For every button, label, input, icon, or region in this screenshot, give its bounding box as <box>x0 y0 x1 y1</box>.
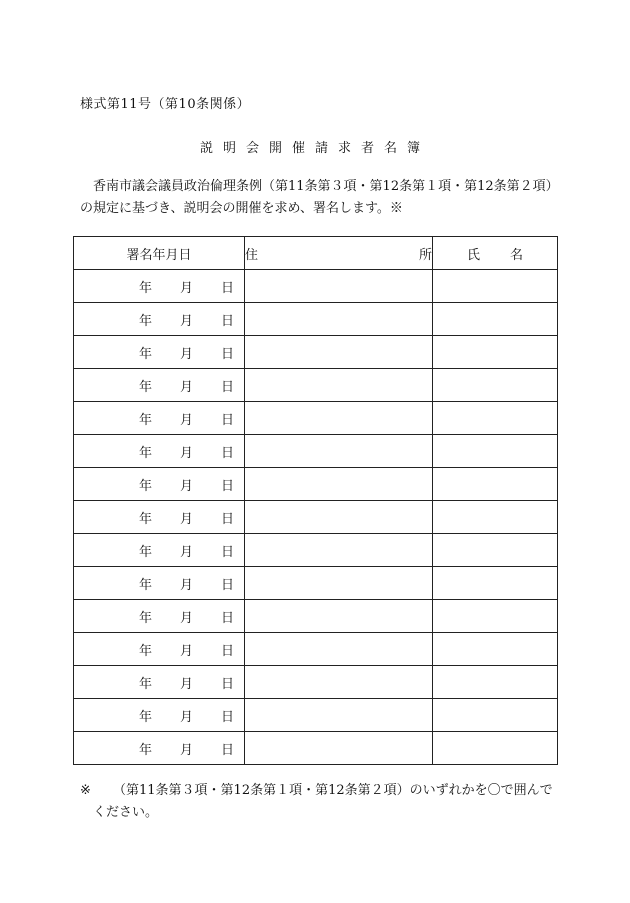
header-name-right: 名 <box>509 247 523 263</box>
month-label: 月 <box>179 643 193 659</box>
table-row <box>74 534 558 567</box>
day-label: 日 <box>220 577 234 593</box>
day-label: 日 <box>220 445 234 461</box>
name-cell[interactable] <box>433 402 558 435</box>
year-label: 年 <box>138 709 152 725</box>
name-cell[interactable] <box>433 666 558 699</box>
signature-table <box>73 236 558 765</box>
month-label: 月 <box>179 379 193 395</box>
year-label: 年 <box>138 412 152 428</box>
month-label: 月 <box>179 445 193 461</box>
document-title: 説明会開催請求者名簿 <box>199 141 430 156</box>
address-cell[interactable] <box>245 732 433 765</box>
table-row <box>74 666 558 699</box>
month-label: 月 <box>179 346 193 362</box>
day-label: 日 <box>220 412 234 428</box>
address-cell[interactable] <box>245 468 433 501</box>
month-label: 月 <box>179 313 193 329</box>
month-label: 月 <box>179 478 193 494</box>
form-number: 様式第11号（第10条関係） <box>80 97 251 112</box>
name-cell[interactable] <box>433 534 558 567</box>
table-row <box>74 369 558 402</box>
table-row <box>74 567 558 600</box>
signing-date-cell[interactable] <box>74 633 245 666</box>
signing-date-cell[interactable] <box>74 699 245 732</box>
header-address <box>245 237 433 270</box>
footnote-mark: ※ <box>80 783 91 798</box>
address-cell[interactable] <box>245 501 433 534</box>
signing-date-cell[interactable] <box>74 369 245 402</box>
table-header-row <box>74 237 558 270</box>
day-label: 日 <box>220 742 234 758</box>
table-row <box>74 633 558 666</box>
year-label: 年 <box>138 280 152 296</box>
header-name-left: 氏 <box>467 247 481 263</box>
name-cell[interactable] <box>433 699 558 732</box>
table-row <box>74 468 558 501</box>
year-label: 年 <box>138 478 152 494</box>
address-cell[interactable] <box>245 666 433 699</box>
day-label: 日 <box>220 676 234 692</box>
header-address-right: 所 <box>418 247 432 263</box>
address-cell[interactable] <box>245 534 433 567</box>
name-cell[interactable] <box>433 270 558 303</box>
name-cell[interactable] <box>433 369 558 402</box>
month-label: 月 <box>179 610 193 626</box>
signing-date-cell[interactable] <box>74 501 245 534</box>
name-cell[interactable] <box>433 468 558 501</box>
month-label: 月 <box>179 412 193 428</box>
name-cell[interactable] <box>433 633 558 666</box>
year-label: 年 <box>138 313 152 329</box>
address-cell[interactable] <box>245 336 433 369</box>
day-label: 日 <box>220 709 234 725</box>
name-cell[interactable] <box>433 303 558 336</box>
name-cell[interactable] <box>433 600 558 633</box>
table-row <box>74 732 558 765</box>
name-cell[interactable] <box>433 336 558 369</box>
day-label: 日 <box>220 610 234 626</box>
table-row <box>74 699 558 732</box>
address-cell[interactable] <box>245 567 433 600</box>
day-label: 日 <box>220 379 234 395</box>
header-signing-date: 署名年月日 <box>74 237 245 270</box>
name-cell[interactable] <box>433 435 558 468</box>
address-cell[interactable] <box>245 303 433 336</box>
table-row <box>74 600 558 633</box>
footnote-text: （第11条第３項・第12条第１項・第12条第２項）のいずれかを〇で囲んでください。 <box>93 783 553 820</box>
name-cell[interactable] <box>433 732 558 765</box>
table-row <box>74 270 558 303</box>
year-label: 年 <box>138 445 152 461</box>
month-label: 月 <box>179 280 193 296</box>
address-cell[interactable] <box>245 402 433 435</box>
day-label: 日 <box>220 280 234 296</box>
table-row <box>74 501 558 534</box>
address-cell[interactable] <box>245 435 433 468</box>
day-label: 日 <box>220 346 234 362</box>
month-label: 月 <box>179 577 193 593</box>
table-row <box>74 303 558 336</box>
month-label: 月 <box>179 511 193 527</box>
year-label: 年 <box>138 742 152 758</box>
year-label: 年 <box>138 346 152 362</box>
table-row <box>74 435 558 468</box>
header-address-left: 住 <box>245 247 259 263</box>
signing-date-cell[interactable] <box>74 303 245 336</box>
year-label: 年 <box>138 544 152 560</box>
address-cell[interactable] <box>245 600 433 633</box>
day-label: 日 <box>220 511 234 527</box>
day-label: 日 <box>220 544 234 560</box>
address-cell[interactable] <box>245 369 433 402</box>
year-label: 年 <box>138 379 152 395</box>
day-label: 日 <box>220 478 234 494</box>
year-label: 年 <box>138 610 152 626</box>
year-label: 年 <box>138 676 152 692</box>
name-cell[interactable] <box>433 501 558 534</box>
year-label: 年 <box>138 511 152 527</box>
year-label: 年 <box>138 577 152 593</box>
month-label: 月 <box>179 544 193 560</box>
signing-date-cell[interactable] <box>74 666 245 699</box>
day-label: 日 <box>220 643 234 659</box>
address-cell[interactable] <box>245 633 433 666</box>
signing-date-cell[interactable] <box>74 435 245 468</box>
header-name <box>433 237 558 270</box>
footnote <box>80 780 560 824</box>
signing-date-cell[interactable] <box>74 534 245 567</box>
signing-date-cell[interactable] <box>74 600 245 633</box>
signing-date-cell[interactable] <box>74 336 245 369</box>
signing-date-cell[interactable] <box>74 468 245 501</box>
intro-paragraph: 香南市議会議員政治倫理条例（第11条第３項・第12条第１項・第12条第２項）の規定に基づき、説明会の開催を求め、署名します。※ <box>80 179 559 216</box>
year-label: 年 <box>138 643 152 659</box>
month-label: 月 <box>179 709 193 725</box>
month-label: 月 <box>179 676 193 692</box>
address-cell[interactable] <box>245 699 433 732</box>
signing-date-cell[interactable] <box>74 270 245 303</box>
signing-date-cell[interactable] <box>74 732 245 765</box>
signing-date-cell[interactable] <box>74 402 245 435</box>
address-cell[interactable] <box>245 270 433 303</box>
day-label: 日 <box>220 313 234 329</box>
table-row <box>74 336 558 369</box>
table-row <box>74 402 558 435</box>
signing-date-cell[interactable] <box>74 567 245 600</box>
month-label: 月 <box>179 742 193 758</box>
name-cell[interactable] <box>433 567 558 600</box>
